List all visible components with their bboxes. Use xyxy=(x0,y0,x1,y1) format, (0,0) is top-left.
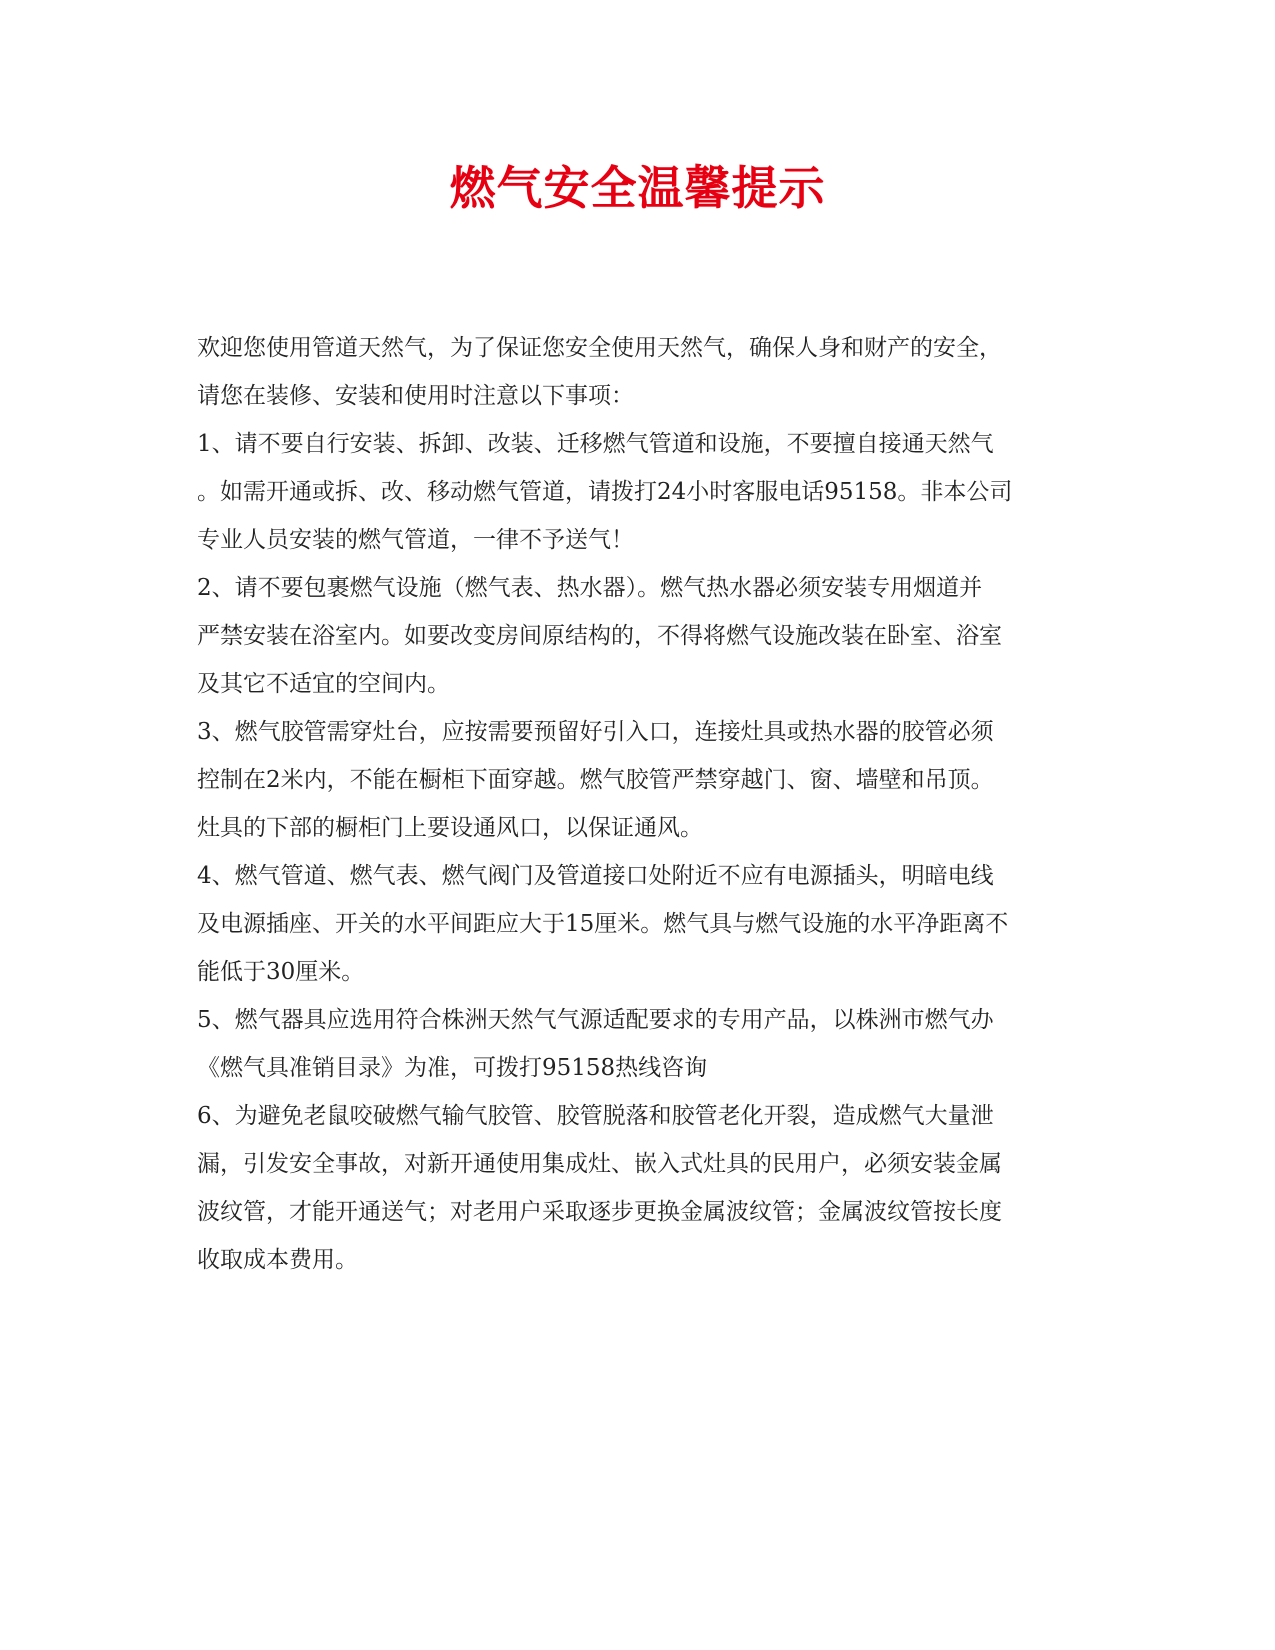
notice-line: 1、请不要自行安装、拆卸、改装、迁移燃气管道和设施，不要擅自接通天然气 xyxy=(197,431,994,457)
notice-line: 4、燃气管道、燃气表、燃气阀门及管道接口处附近不应有电源插头，明暗电线 xyxy=(197,863,994,889)
notice-item-6 xyxy=(197,1092,1077,1284)
intro-paragraph xyxy=(197,324,1077,420)
notice-line: 3、燃气胶管需穿灶台，应按需要预留好引入口，连接灶具或热水器的胶管必须 xyxy=(197,719,994,745)
notice-item-2 xyxy=(197,564,1077,708)
notice-line: 收取成本费用。 xyxy=(197,1247,358,1273)
notice-line: 及电源插座、开关的水平间距应大于15厘米。燃气具与燃气设施的水平净距离不 xyxy=(197,911,1009,937)
notice-line: 《燃气具准销目录》为准，可拨打95158热线咨询 xyxy=(197,1055,708,1081)
notice-line: 2、请不要包裹燃气设施（燃气表、热水器）。燃气热水器必须安装专用烟道并 xyxy=(197,575,983,601)
notice-line: 控制在2米内，不能在橱柜下面穿越。燃气胶管严禁穿越门、窗、墙壁和吊顶。 xyxy=(197,767,994,793)
page-title: 燃气安全温馨提示 xyxy=(449,161,826,215)
notice-line: 6、为避免老鼠咬破燃气输气胶管、胶管脱落和胶管老化开裂，造成燃气大量泄 xyxy=(197,1103,994,1129)
intro-line: 欢迎您使用管道天然气，为了保证您安全使用天然气，确保人身和财产的安全， xyxy=(197,335,1002,361)
notice-line: 5、燃气器具应选用符合株洲天然气气源适配要求的专用产品，以株洲市燃气办 xyxy=(197,1007,994,1033)
notice-line: 能低于30厘米。 xyxy=(197,959,365,985)
notice-line: 及其它不适宜的空间内。 xyxy=(197,671,450,697)
notice-item-5 xyxy=(197,996,1077,1092)
notice-line: 灶具的下部的橱柜门上要设通风口，以保证通风。 xyxy=(197,815,703,841)
notice-line: 。如需开通或拆、改、移动燃气管道，请拨打24小时客服电话95158。非本公司 xyxy=(197,479,1013,505)
notice-item-3 xyxy=(197,708,1077,852)
notice-line: 专业人员安装的燃气管道，一律不予送气！ xyxy=(197,527,634,553)
document-body xyxy=(197,324,1077,1284)
notice-line: 严禁安装在浴室内。如要改变房间原结构的，不得将燃气设施改装在卧室、浴室 xyxy=(197,623,1002,649)
notice-line: 漏，引发安全事故，对新开通使用集成灶、嵌入式灶具的民用户，必须安装金属 xyxy=(197,1151,1002,1177)
notice-item-4 xyxy=(197,852,1077,996)
intro-line: 请您在装修、安装和使用时注意以下事项： xyxy=(197,383,634,409)
notice-item-1 xyxy=(197,420,1077,564)
notice-line: 波纹管，才能开通送气；对老用户采取逐步更换金属波纹管；金属波纹管按长度 xyxy=(197,1199,1002,1225)
